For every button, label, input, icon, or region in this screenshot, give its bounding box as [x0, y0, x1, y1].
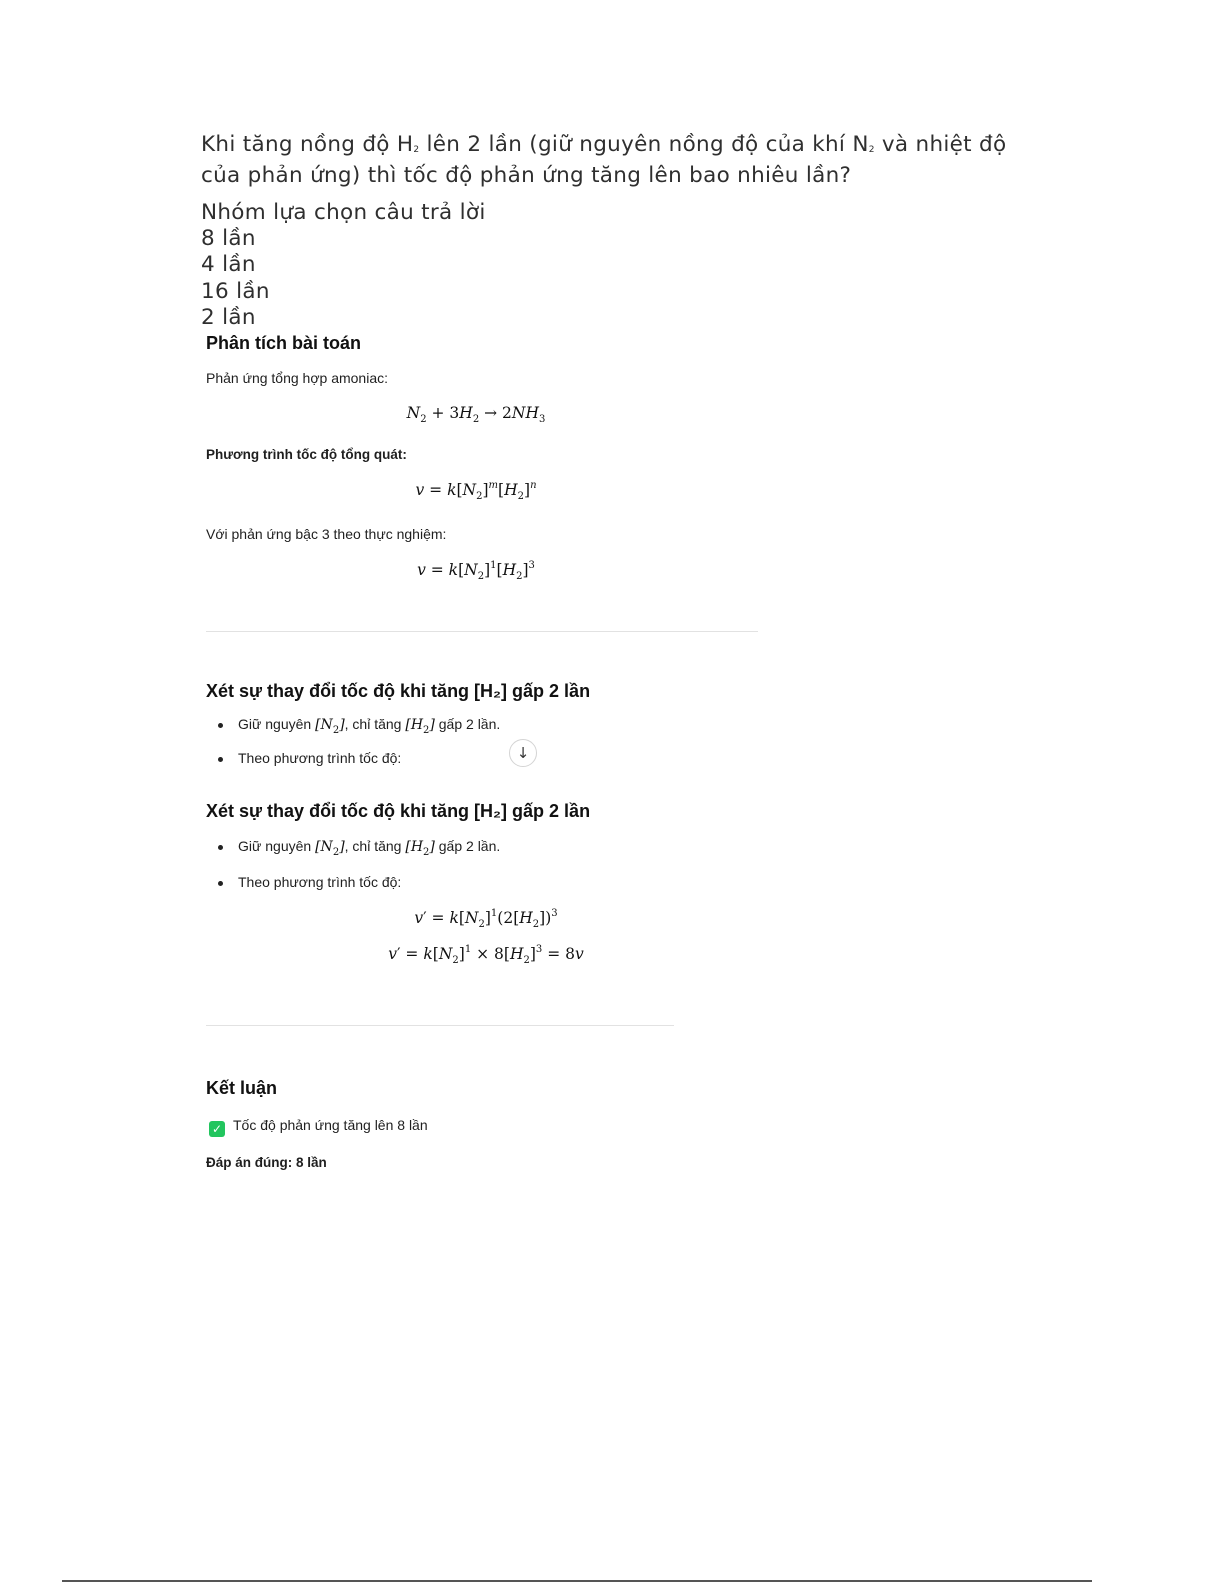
section-title: Kết luận: [206, 1078, 278, 1098]
check-square-icon: ✓: [209, 1121, 225, 1137]
section-title: Xét sự thay đổi tốc độ khi tăng [H₂] gấp 2 lần: [206, 801, 591, 821]
bullet-text: , chỉ tăng: [344, 716, 406, 732]
bullet-text: gấp 2 lần.: [434, 838, 501, 854]
divider: [206, 631, 758, 632]
reaction-equation: $N_2 + 3H_2 \to 2NH_3$: [406, 404, 546, 425]
correct-answer: Đáp án đúng: 8 lần: [206, 1155, 327, 1170]
question-part: và nhiệt độ của phản ứng) thì tốc độ phản ứng tăng lên bao nhiêu lần?: [201, 132, 1007, 188]
bullet-text: , chỉ tăng: [344, 838, 406, 854]
divider: [206, 1025, 674, 1026]
bullet-text: Giữ nguyên: [238, 716, 316, 732]
question-part: Khi tăng nồng độ H: [201, 132, 414, 157]
question-text: [201, 132, 1051, 189]
list-item: Giữ nguyên $[N_2]$, chỉ tăng $[H_2]$ gấp 2 lần.: [206, 716, 766, 736]
change-section-partial: [206, 681, 766, 766]
conclusion-item: [206, 1117, 766, 1137]
subscript: 2: [413, 145, 420, 155]
intro-text: Phản ứng tổng hợp amoniac:: [206, 370, 389, 386]
third-order-equation: $v = k[N_2]^1[H_2]^3$: [417, 560, 535, 582]
answer-group-label: Nhóm lựa chọn câu trả lời: [201, 200, 486, 225]
list-item: Theo phương trình tốc độ:: [206, 750, 766, 766]
list-item: Giữ nguyên $[N_2]$, chỉ tăng $[H_2]$ gấp 2 lần.: [206, 838, 766, 858]
analysis-section: [206, 333, 766, 582]
answer-option[interactable]: 2 lần: [201, 304, 256, 330]
conclusion-text: Tốc độ phản ứng tăng lên 8 lần: [233, 1117, 428, 1133]
order-label: Với phản ứng bậc 3 theo thực nghiệm:: [206, 526, 447, 542]
new-rate-equation: $v' = k[N_2]^1(2[H_2])^3$: [414, 908, 558, 930]
result-equation: $v' = k[N_2]^1 \times 8[H_2]^3 = 8v$: [388, 944, 584, 966]
answer-option[interactable]: 16 lần: [201, 278, 270, 304]
answer-group: [201, 200, 486, 331]
answer-option[interactable]: 4 lần: [201, 252, 256, 278]
section-title: Xét sự thay đổi tốc độ khi tăng [H₂] gấp 2 lần: [206, 681, 591, 701]
general-rate-equation: $v = k[N_2]^m[H_2]^n$: [415, 480, 537, 502]
subscript: 2: [868, 145, 875, 155]
question-part: lên 2 lần (giữ nguyên nồng độ của khí N: [419, 132, 869, 157]
page-bottom-border: [62, 1580, 1092, 1582]
section-title: Phân tích bài toán: [206, 333, 362, 353]
answer-option[interactable]: 8 lần: [201, 226, 256, 252]
conclusion-section: [206, 1078, 766, 1170]
change-section: [206, 801, 766, 966]
rate-label: Phương trình tốc độ tổng quát:: [206, 447, 407, 462]
bullet-text: Giữ nguyên: [238, 838, 316, 854]
scroll-down-button[interactable]: [509, 739, 537, 767]
arrow-down-icon: ↓: [516, 744, 530, 762]
list-item: Theo phương trình tốc độ:: [206, 874, 766, 890]
bullet-text: gấp 2 lần.: [434, 716, 501, 732]
